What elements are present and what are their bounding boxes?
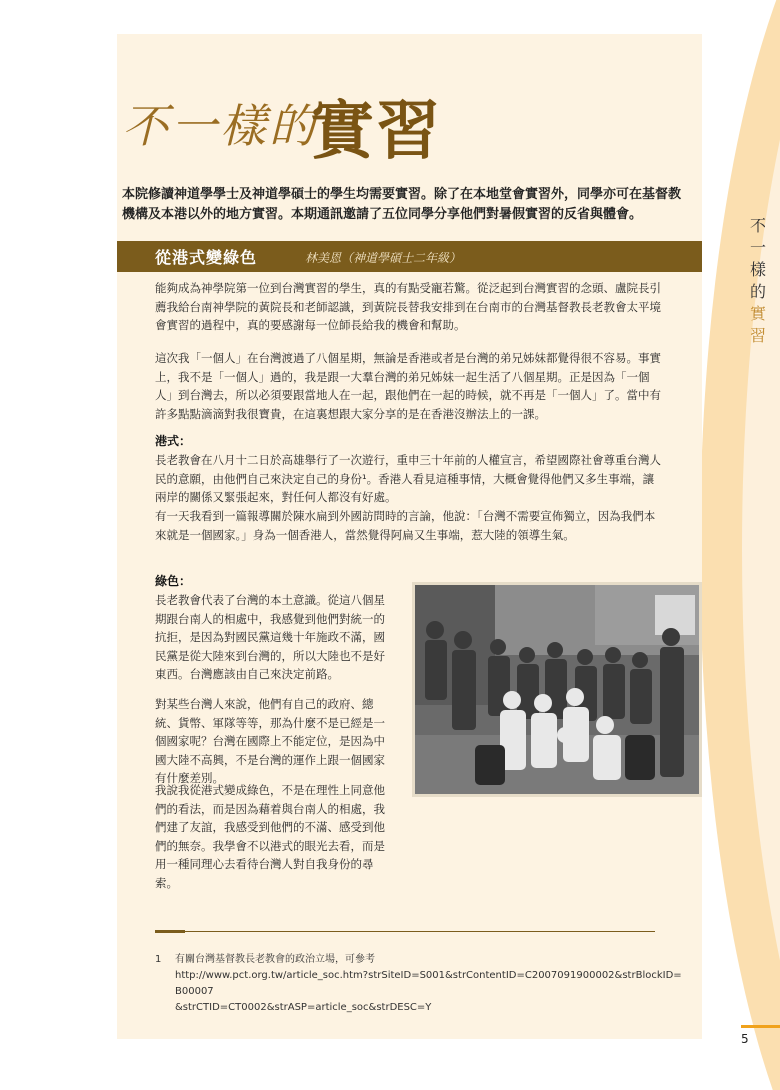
page-title-light: 不一樣的 — [122, 99, 318, 153]
section-title: 從港式變綠色 — [155, 248, 258, 267]
group-photo — [412, 582, 702, 797]
paragraph-1: 能夠成為神學院第一位到台灣實習的學生，真的有點受寵若驚。從泛起到台灣實習的念頭、盧院長引薦我給台南神學院的黃院長和老師認識，到黃院長替我安排到在台南市的台灣基督教長老教會太平境會實習的過程中，真的要感謝每一位師長給我的機會和幫助。 — [155, 281, 661, 332]
footnote-text: 有關台灣基督教長老教會的政治立場，可參考 — [175, 954, 375, 965]
page-number-rule — [741, 1025, 780, 1028]
footnote-url-line-2[interactable]: &strCTID=CT0002&strASP=article_soc&strDESC=Y — [175, 1002, 432, 1013]
side-title-char: 樣 — [749, 260, 766, 279]
footnote-rule-accent — [155, 930, 185, 933]
subhead-green: 綠色： — [155, 574, 192, 588]
group-photo-image — [415, 585, 699, 794]
paragraph-4: 有一天我看到一篇報導關於陳水扁到外國訪問時的言論，他說：「台灣不需要宣佈獨立，因為我們本來就是一個國家。」身為一個香港人，當然覺得阿扁又生事端，惹大陸的領導生氣。 — [155, 509, 656, 542]
paragraph-5: 長老教會代表了台灣的本土意識。從這八個星期跟台南人的相處中，我感覺到他們對統一的抗拒，是因為對國民黨這幾十年施政不滿，國民黨是從大陸來到台灣的，所以大陸也不是好東西。台灣應該由自己來決定前路。 — [155, 593, 385, 681]
section-header — [117, 241, 702, 272]
page-title-bold: 實習 — [310, 95, 442, 169]
paragraph-7: 我說我從港式變成綠色，不是在理性上同意他們的看法，而是因為藉着與台南人的相處，我們建了友誼，我感受到他們的不滿、感受到他們的無奈。我學會不以港式的眼光去看，而是用一種同理心去看待台灣人對自我身份的尋索。 — [155, 783, 385, 890]
intro-paragraph: 本院修讀神道學學士及神道學碩士的學生均需要實習。除了在本地堂會實習外，同學亦可在基督教機構及本港以外的地方實習。本期通訊邀請了五位同學分享他們對暑假實習的反省與體會。 — [122, 187, 682, 222]
decorative-curve — [702, 0, 780, 1090]
side-title-accent-char: 實 — [749, 304, 766, 323]
page-number: 5 — [741, 1032, 749, 1046]
footnote-rule — [185, 931, 655, 932]
footnote-number: 1 — [155, 954, 162, 965]
paragraph-6: 對某些台灣人來說，他們有自己的政府、總統、貨幣、軍隊等等，那為什麼不是已經是一個國家呢？台灣在國際上不能定位，是因為中國大陸不高興，不是台灣的運作上跟一個國家有什麼差別。 — [155, 697, 385, 785]
subhead-hk: 港式： — [155, 434, 192, 448]
side-title-char: 的 — [749, 282, 766, 301]
footnote-url-line-1[interactable]: http://www.pct.org.tw/article_soc.htm?strSiteID=S001&strContentID=C2007091900002&strBlockID=B00007 — [175, 970, 682, 997]
side-title-char: 一 — [749, 238, 766, 257]
side-title-char: 不 — [749, 216, 766, 235]
section-author: 林美恩（神道學碩士二年級） — [305, 251, 462, 265]
side-title-accent-char: 習 — [749, 326, 766, 345]
paragraph-3: 長老教會在八月十二日於高雄舉行了一次遊行，重申三十年前的人權宣言，希望國際社會尊重台灣人民的意願，由他們自己來決定自己的身份¹。香港人看見這種事情，大概會覺得他們又多生事端，讓兩岸的關係又緊張起來，對任何人都沒有好處。 — [155, 453, 661, 504]
paragraph-2: 這次我「一個人」在台灣渡過了八個星期，無論是香港或者是台灣的弟兄姊妹都覺得很不容易。事實上，我不是「一個人」過的，我是跟一大羣台灣的弟兄姊妹一起生活了八個星期。正是因為「一個人」到台灣去，所以必須要跟當地人在一起，跟他們在一起的時候，就不再是「一個人」了。當中有許多點點滴滴對我很寶貴，在這裏想跟大家分享的是在香港沒辦法上的一課。 — [155, 351, 661, 421]
side-title — [748, 215, 768, 347]
